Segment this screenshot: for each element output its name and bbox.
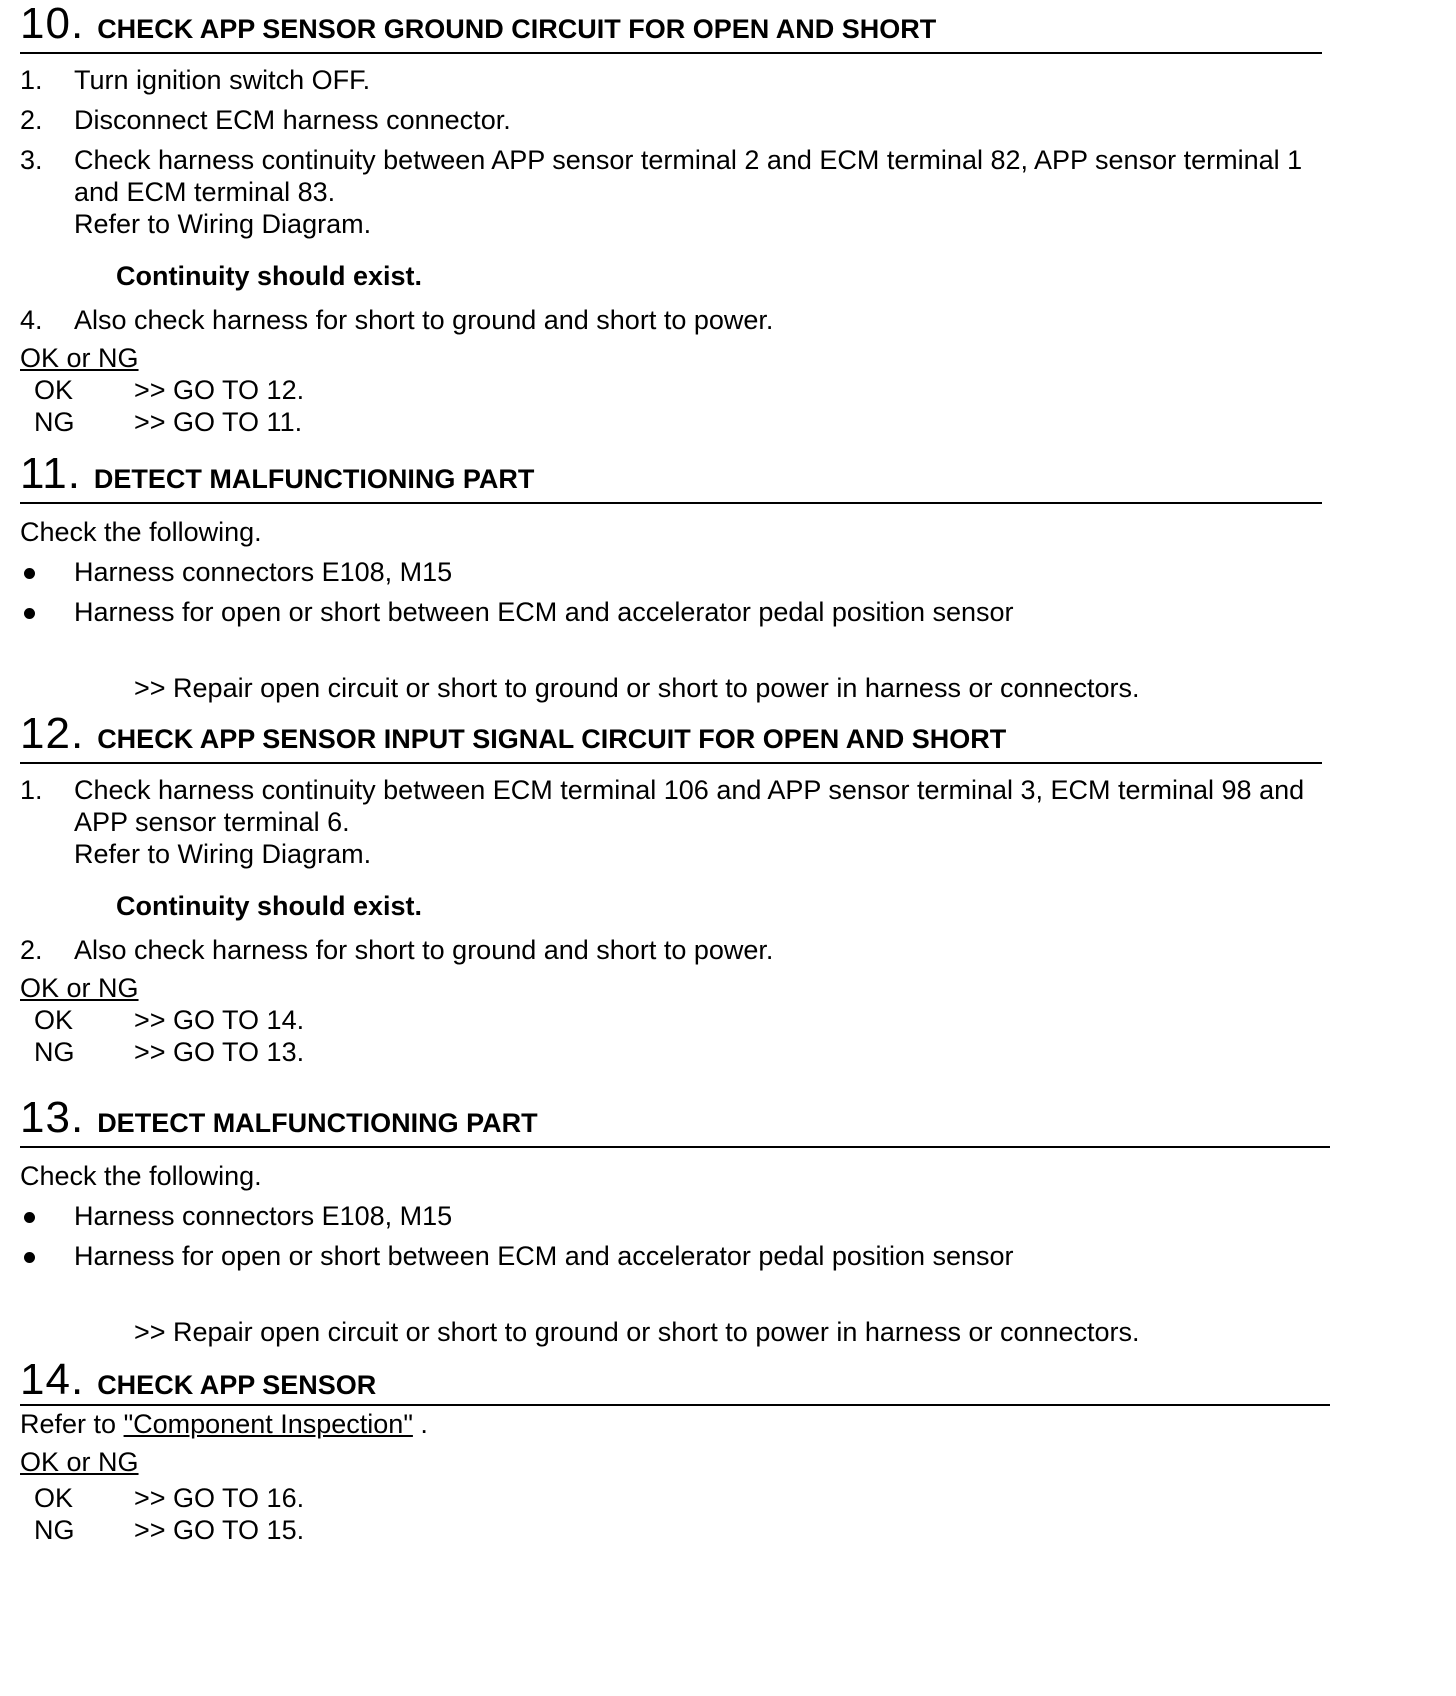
step: 1. Turn ignition switch OFF. [20,65,371,95]
intro-text: Check the following. [20,517,262,547]
result-ok: OK >> GO TO 14. [34,1005,305,1035]
spec-note: Continuity should exist. [116,891,423,921]
step: 3. Check harness continuity between APP sensor terminal 2 and ECM terminal 82, APP sensor terminal 1 and ECM terminal 83. Refer to Wiring Diagram. [20,145,1303,239]
section-header: 14 . CHECK APP SENSOR [20,1358,1330,1406]
repair-action: >> Repair open circuit or short to ground or short to power in harness or connectors. [134,1317,1140,1347]
section-title: DETECT MALFUNCTIONING PART [97,1108,538,1138]
step: 2. Also check harness for short to ground and short to power. [20,935,774,965]
result-ok: OK >> GO TO 16. [34,1483,305,1513]
section-header: 11 . DETECT MALFUNCTIONING PART [20,452,1322,504]
ok-ng-label: OK or NG [20,973,139,1003]
section-header: 10 . CHECK APP SENSOR GROUND CIRCUIT FOR OPEN AND SHORT [20,2,1322,54]
component-inspection-link[interactable]: "Component Inspection" [123,1409,413,1439]
list-item: Harness connectors E108, M15 [20,1200,1330,1232]
refer-text: Refer to "Component Inspection" . [20,1409,428,1439]
section-number: 12 [20,709,71,758]
spec-note: Continuity should exist. [116,261,423,291]
section-header: 12 . CHECK APP SENSOR INPUT SIGNAL CIRCUIT FOR OPEN AND SHORT [20,712,1322,764]
step: 1. Check harness continuity between ECM terminal 106 and APP sensor terminal 3, ECM terminal 98 and APP sensor terminal 6. Refer to Wiring Diagram. [20,775,1305,869]
result-ng: NG >> GO TO 15. [34,1515,305,1545]
section-number: 14 [20,1355,71,1404]
list-item: Harness for open or short between ECM and accelerator pedal position sensor [20,1240,1330,1272]
section-12 [20,709,1322,1068]
section-header: 13 . DETECT MALFUNCTIONING PART [20,1096,1330,1148]
section-title: CHECK APP SENSOR GROUND CIRCUIT FOR OPEN AND SHORT [97,14,937,44]
result-ng: NG >> GO TO 11. [34,407,303,437]
section-11 [20,449,1322,704]
list-item: Harness for open or short between ECM and accelerator pedal position sensor [20,596,1322,628]
section-10 [20,2,1322,438]
result-ok: OK >> GO TO 12. [34,375,305,405]
section-13 [20,1093,1330,1348]
section-14 [20,1355,1330,1546]
step: 2. Disconnect ECM harness connector. [20,105,511,135]
ok-ng-label: OK or NG [20,1447,139,1477]
step: 4. Also check harness for short to ground and short to power. [20,305,774,335]
section-number: 11 [20,449,68,498]
section-number: 13 [20,1093,71,1142]
section-title: DETECT MALFUNCTIONING PART [93,464,535,494]
intro-text: Check the following. [20,1161,262,1191]
section-title: CHECK APP SENSOR INPUT SIGNAL CIRCUIT FOR OPEN AND SHORT [97,724,1007,754]
repair-action: >> Repair open circuit or short to ground or short to power in harness or connectors. [134,673,1140,703]
result-ng: NG >> GO TO 13. [34,1037,305,1067]
section-number: 10 [20,0,71,48]
list-item: Harness connectors E108, M15 [20,556,1322,588]
ok-ng-label: OK or NG [20,343,139,373]
section-title: CHECK APP SENSOR [97,1370,377,1400]
